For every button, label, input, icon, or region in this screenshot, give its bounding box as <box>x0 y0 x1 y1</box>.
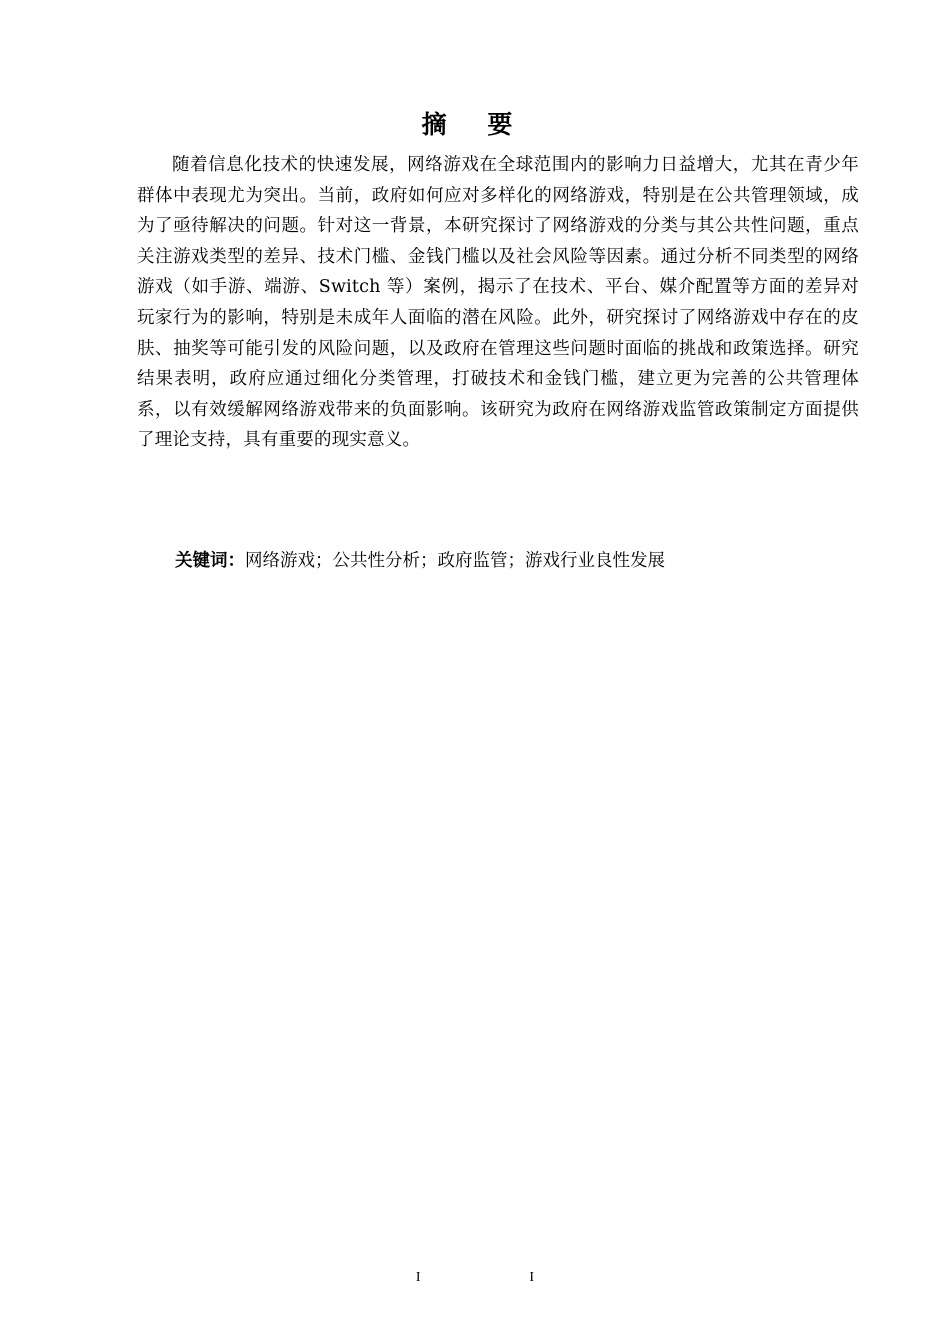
page-number-right: I <box>529 1270 535 1285</box>
abstract-paragraph: 随着信息化技术的快速发展，网络游戏在全球范围内的影响力日益增大，尤其在青少年群体中表现尤为突出。当前，政府如何应对多样化的网络游戏，特别是在公共管理领域，成为了亟待解决的问题。针对这一背景，本研究探讨了网络游戏的分类与其公共性问题，重点关注游戏类型的差异、技术门槛、金钱门槛以及社会风险等因素。通过分析不同类型的网络游戏（如手游、端游、Switch 等）案例，揭示了在技术、平台、媒介配置等方面的差异对玩家行为的影响，特别是未成年人面临的潜在风险。此外，研究探讨了网络游戏中存在的皮肤、抽奖等可能引发的风险问题，以及政府在管理这些问题时面临的挑战和政策选择。研究结果表明，政府应通过细化分类管理，打破技术和金钱门槛，建立更为完善的公共管理体系，以有效缓解网络游戏带来的负面影响。该研究为政府在网络游戏监管政策制定方面提供了理论支持，具有重要的现实意义。 <box>137 155 859 451</box>
page-number-left: I <box>415 1270 421 1285</box>
keywords-label: 关键词： <box>175 551 245 571</box>
page-number <box>0 1268 950 1288</box>
page-title: 摘 要 <box>421 110 529 139</box>
keywords-text: 网络游戏；公共性分析；政府监管；游戏行业良性发展 <box>245 551 665 571</box>
keywords-line <box>175 546 859 576</box>
